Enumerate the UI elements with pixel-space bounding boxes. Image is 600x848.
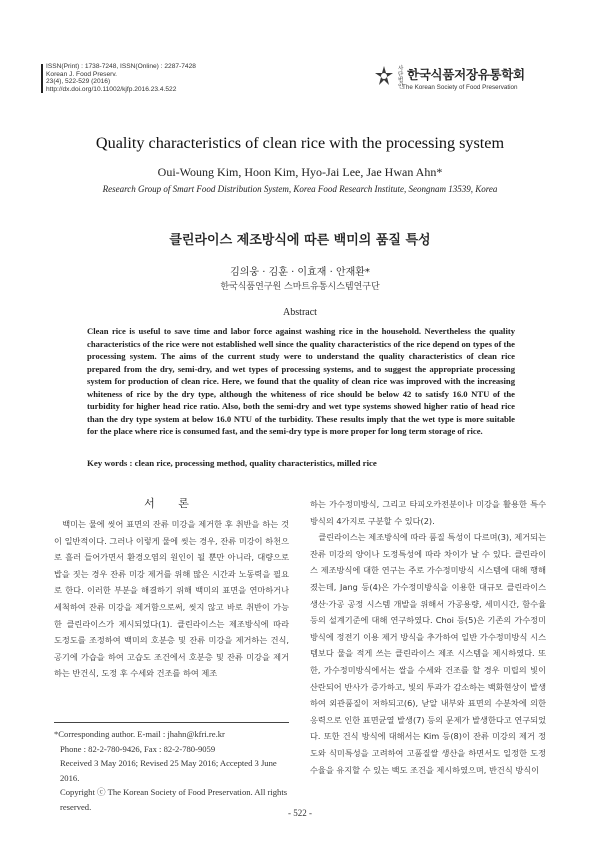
page-number: - 522 - bbox=[288, 808, 312, 818]
society-name-korean: 한국식품저장유통학회 bbox=[407, 67, 525, 82]
article-dates: Received 3 May 2016; Revised 25 May 2016; Accepted 3 June 2016. bbox=[60, 758, 277, 783]
paper-title: Quality characteristics of clean rice with the processing system bbox=[95, 134, 505, 152]
left-paragraph: 백미는 물에 씻어 표면의 잔류 미강을 제거한 후 취반을 하는 것이 일반적이다. 그러나 이렇게 물에 씻는 경우, 잔류 미강이 하천으로 흘러 들어가면서 환경오염의 원인이 될 뿐만 아니라, 대량으로 밥을 짓는 경우 잔류 미강 제거를 위해 많은 시간과 노동력을 필요로 한다. 이러한 부분을 해결하기 위해 백미의 표면을 연마하거나 세척하여 잔류 미강을 제거함으로써, 씻지 않고 바로 취반이 가능한 클린라이스가 제시되었다(1). 클린라이스는 제조방식에 따라 도정도를 조정하여 백미의 호분층 및 잔류 미강을 제거하는 건식, 공기에 가습을 하여 고습도 조건에서 호분층 및 잔류 미강을 제거하는 반건식, 도정 후 수세와 건조를 하여 제조 bbox=[54, 519, 289, 679]
section-heading-introduction: 서 론 bbox=[144, 497, 199, 510]
footnote-divider bbox=[54, 722, 289, 723]
abstract-heading: Abstract bbox=[283, 307, 317, 318]
affiliation: Research Group of Smart Food Distribution System, Korea Food Research Institute, Seongnam 13539, Korea bbox=[102, 184, 498, 194]
left-column bbox=[54, 516, 289, 682]
keywords: Key words : clean rice, processing method, quality characteristics, milled rice bbox=[87, 458, 377, 468]
corresponding-author: *Corresponding author. E-mail : jhahn@kfri.re.kr bbox=[54, 729, 225, 739]
volume-line: 23(4), 522-529 (2016) bbox=[46, 78, 111, 86]
doi-link[interactable]: http://dx.doi.org/10.11002/kjfp.2016.23.4.522 bbox=[46, 85, 177, 93]
right-paragraph-1: 하는 가수정미방식, 그리고 타피오카전분이나 미강을 활용한 특수방식의 4가지로 구분할 수 있다(2). bbox=[310, 499, 546, 526]
korean-affiliation: 한국식품연구원 스마트유통시스템연구단 bbox=[220, 282, 380, 292]
journal-line: Korean J. Food Preserv. bbox=[46, 70, 117, 78]
society-logo bbox=[372, 64, 562, 94]
right-column bbox=[310, 496, 546, 778]
contact-phone: Phone : 82-2-780-9426, Fax : 82-2-780-9059 bbox=[60, 743, 216, 754]
journal-info-bar bbox=[41, 64, 43, 93]
footnote bbox=[54, 727, 294, 814]
korean-author-list: 김의웅 · 김훈 · 이효재 · 안재환* bbox=[230, 267, 370, 278]
copyright-notice: Copyright ⓒ The Korean Society of Food Preservation. All rights reserved. bbox=[60, 787, 288, 812]
author-list: Oui-Woung Kim, Hoon Kim, Hyo-Jai Lee, Jae Hwan Ahn* bbox=[157, 165, 443, 179]
society-emblem-icon bbox=[372, 64, 396, 88]
right-paragraph-2: 클린라이스는 제조방식에 따라 품질 특성이 다르며(3), 제거되는 잔류 미강의 양이나 도정특성에 따라 차이가 날 수 있다. 클린라이스 제조방식에 대한 연구는 주로 가수정미방식 시스템에 대해 행해졌는데, Jang 등(4)은 가수정미방식을 이용한 대규모 클린라이스 생산·가공 공정 시스템 개발을 위해서 가공용량, 세미시간, 함수율 등의 설계기준에 대해 연구하였다. Choi 등(5)은 기존의 가수정미방식에 정전기 이용 제거 방식을 추가하여 일반 가수정미방식 시스템보다 물을 적게 쓰는 클린라이스 제조 시스템을 제시하였다. 또한, 가수정미방식에서는 쌀을 수세와 건조를 할 경우 미립의 빛이 산란되어 반사가 증가하고, 빛의 투과가 감소하는 백화현상이 발생하여 외관품질이 저하되고(6), 낟알 내부와 표면의 수분차에 의한 응력으로 인한 표면균열 발생(7) 등의 문제가 발생한다고 연구되었다. 또한 건식 방식에 대해서는 Kim 등(8)이 잔류 미강의 제거 정도와 식미특성을 고려하여 고품질쌀 생산을 하면서도 일정한 도정수율을 유지할 수 있는 백도 조건을 제시하였으며, 반건식 방식이 bbox=[310, 532, 546, 775]
issn-line: ISSN(Print) : 1738-7248, ISSN(Online) : 2287-7428 bbox=[46, 63, 196, 70]
society-prefix: 사단 법인 bbox=[398, 66, 404, 90]
korean-title: 클린라이스 제조방식에 따른 백미의 품질 특성 bbox=[169, 233, 431, 248]
society-name-english: The Korean Society of Food Preservation bbox=[402, 84, 518, 91]
abstract-text: Clean rice is useful to save time and labor force against washing rice in the household. Nevertheless the quality characteristics of the rice were not established well since the quality characteristics of the rice depend on types of the processing system. The aims of the current study were to understand the quality characteristics of clean rice prepared from the dry, semi-dry, and wet types of processing systems, and to suggest the appropriate processing system for production of clean rice. Here, we found that the quality of clean rice was improved with the increasing whiteness of rice by the dry type, although the whiteness of rice should be below 42 to satisfy 16.0 NTU of the turbidity for higher head rice ratio. Also, both the semi-dry and wet type systems showed higher ratio of head rice than the dry type system at below 16.0 NTU of the turbidity. These results imply that the wet type is more suitable for the place where rice is consumed fast, and the semi-dry type is more proper for long term storage of rice. bbox=[87, 326, 515, 436]
journal-info-block bbox=[46, 63, 296, 93]
